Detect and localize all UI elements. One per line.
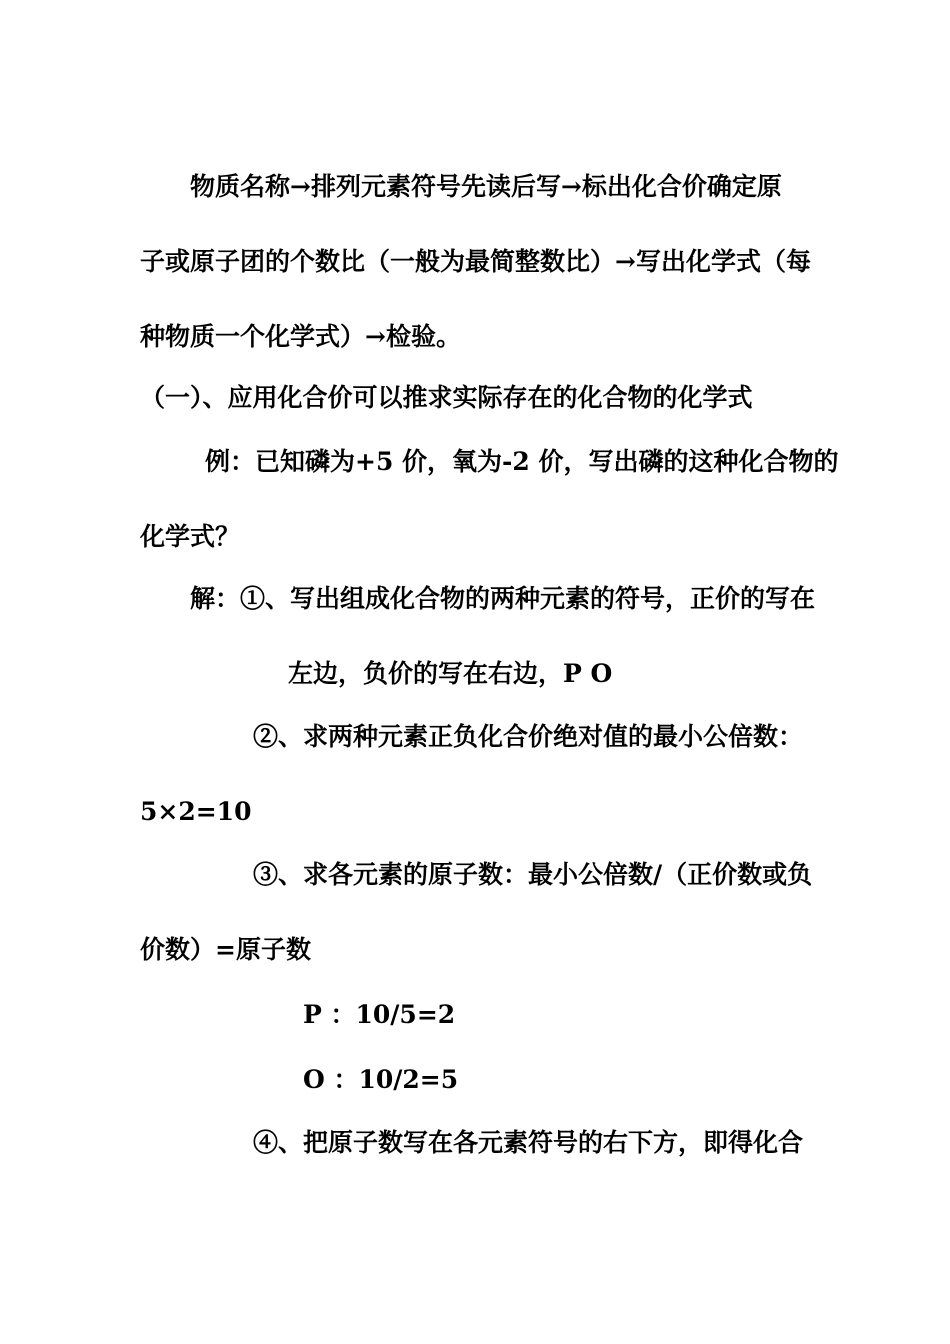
solution-step-3: ③、求各元素的原子数：最小公倍数/（正价数或负 xyxy=(253,860,813,889)
text-line: 化学式？ xyxy=(140,522,241,551)
solution-step-1: 解：①、写出组成化合物的两种元素的符号，正价的写在 xyxy=(190,584,816,613)
solution-step-4: ④、把原子数写在各元素符号的右下方，即得化合 xyxy=(253,1128,804,1157)
text-line: 子或原子团的个数比（一般为最简整数比）→写出化学式（每 xyxy=(140,247,811,276)
example-text: 例：已知磷为+5 价，氧为-2 价，写出磷的这种化合物的 xyxy=(205,447,839,476)
text-line: 5×2=10 xyxy=(140,797,252,826)
text-line: 物质名称→排列元素符号先读后写→标出化合价确定原 xyxy=(190,172,782,201)
solution-step-2: ②、求两种元素正负化合价绝对值的最小公倍数： xyxy=(253,722,804,751)
text-line: 价数）=原子数 xyxy=(140,935,311,964)
text-line: 种物质一个化学式）→检验。 xyxy=(140,322,461,351)
text-line: 左边，负价的写在右边，P O xyxy=(288,659,613,688)
calculation-line: P ：10/5=2 xyxy=(303,1000,456,1029)
section-heading: （一）、应用化合价可以推求实际存在的化合物的化学式 xyxy=(140,383,753,412)
calculation-line: O ：10/2=5 xyxy=(303,1065,459,1094)
